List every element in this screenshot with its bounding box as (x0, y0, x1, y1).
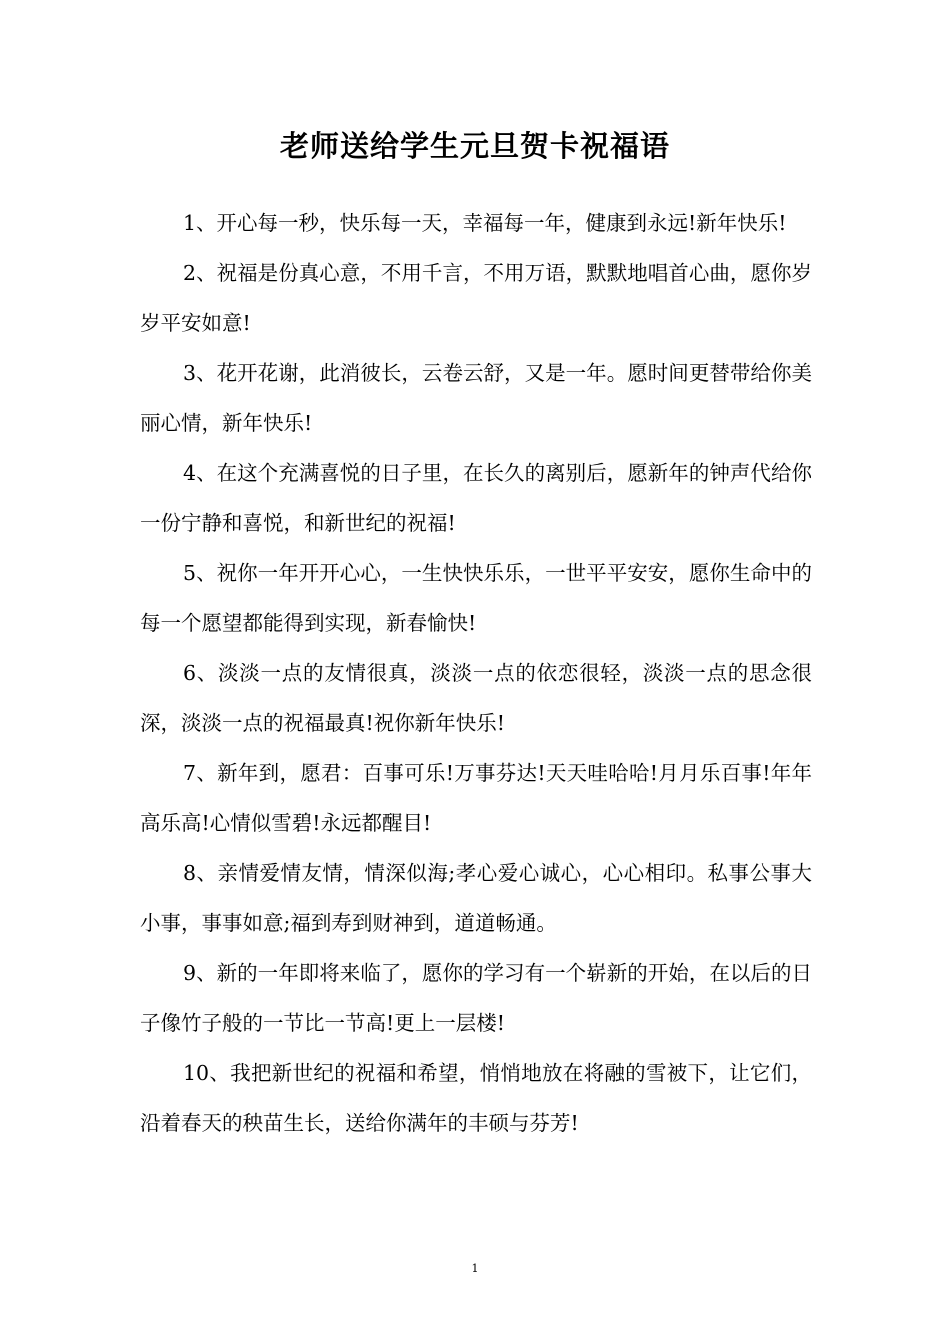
paragraph-9: 9、新的一年即将来临了，愿你的学习有一个崭新的开始，在以后的日子像竹子般的一节比一节高!更上一层楼! (140, 961, 812, 1035)
paragraph-3: 3、花开花谢，此消彼长，云卷云舒，又是一年。愿时间更替带给你美丽心情，新年快乐! (140, 361, 812, 435)
paragraph-2: 2、祝福是份真心意，不用千言，不用万语，默默地唱首心曲，愿你岁岁平安如意! (140, 261, 812, 335)
paragraph-4: 4、在这个充满喜悦的日子里，在长久的离别后，愿新年的钟声代给你一份宁静和喜悦，和新世纪的祝福! (140, 461, 812, 535)
paragraph-6: 6、淡淡一点的友情很真，淡淡一点的依恋很轻，淡淡一点的思念很深，淡淡一点的祝福最真!祝你新年快乐! (140, 661, 812, 735)
page-number: 1 (471, 1262, 479, 1275)
paragraph-5: 5、祝你一年开开心心，一生快快乐乐，一世平平安安，愿你生命中的每一个愿望都能得到实现，新春愉快! (140, 561, 812, 635)
paragraph-1: 1、开心每一秒，快乐每一天，幸福每一年，健康到永远!新年快乐! (183, 211, 787, 235)
document-body (140, 198, 812, 1148)
document-title: 老师送给学生元旦贺卡祝福语 (279, 129, 670, 163)
paragraph-10: 10、我把新世纪的祝福和希望，悄悄地放在将融的雪被下，让它们，沿着春天的秧苗生长，送给你满年的丰硕与芬芳! (140, 1061, 812, 1135)
paragraph-7: 7、新年到，愿君：百事可乐!万事芬达!天天哇哈哈!月月乐百事!年年高乐高!心情似雪碧!永远都醒目! (140, 761, 812, 835)
paragraph-8: 8、亲情爱情友情，情深似海;孝心爱心诚心，心心相印。私事公事大小事，事事如意;福到寿到财神到，道道畅通。 (140, 861, 812, 935)
